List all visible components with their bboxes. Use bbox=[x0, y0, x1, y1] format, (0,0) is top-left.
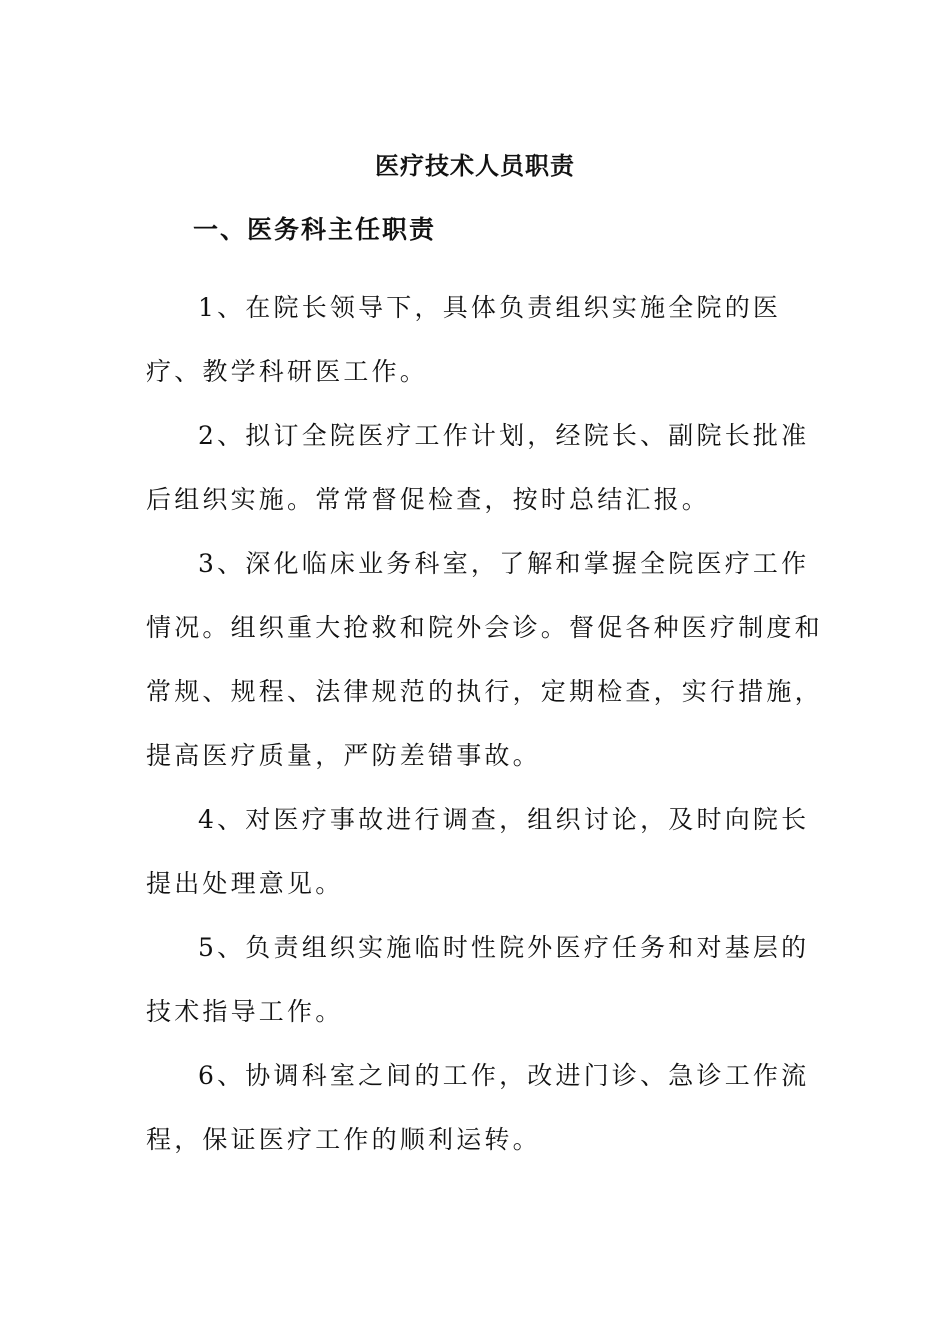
paragraph-3: 3、深化临床业务科室，了解和掌握全院医疗工作情况。组织重大抢救和院外会诊。督促各种医疗制度和常规、规程、法律规范的执行，定期检查，实行措施，提高医疗质量，严防差错事故。 bbox=[146, 549, 823, 770]
document-title: 医疗技术人员职责 bbox=[375, 151, 575, 180]
section-heading: 一、医务科主任职责 bbox=[193, 215, 437, 244]
paragraph-6: 6、协调科室之间的工作，改进门诊、急诊工作流程，保证医疗工作的顺利运转。 bbox=[146, 1061, 810, 1154]
paragraph-1: 1、在院长领导下，具体负责组织实施全院的医疗、教学科研医工作。 bbox=[146, 293, 782, 386]
paragraph-4: 4、对医疗事故进行调查，组织讨论，及时向院长提出处理意见。 bbox=[146, 805, 810, 898]
document-body bbox=[146, 276, 836, 1172]
paragraph-5: 5、负责组织实施临时性院外医疗任务和对基层的技术指导工作。 bbox=[146, 933, 810, 1026]
paragraph-2: 2、拟订全院医疗工作计划，经院长、副院长批准后组织实施。常常督促检查，按时总结汇报。 bbox=[146, 421, 810, 514]
